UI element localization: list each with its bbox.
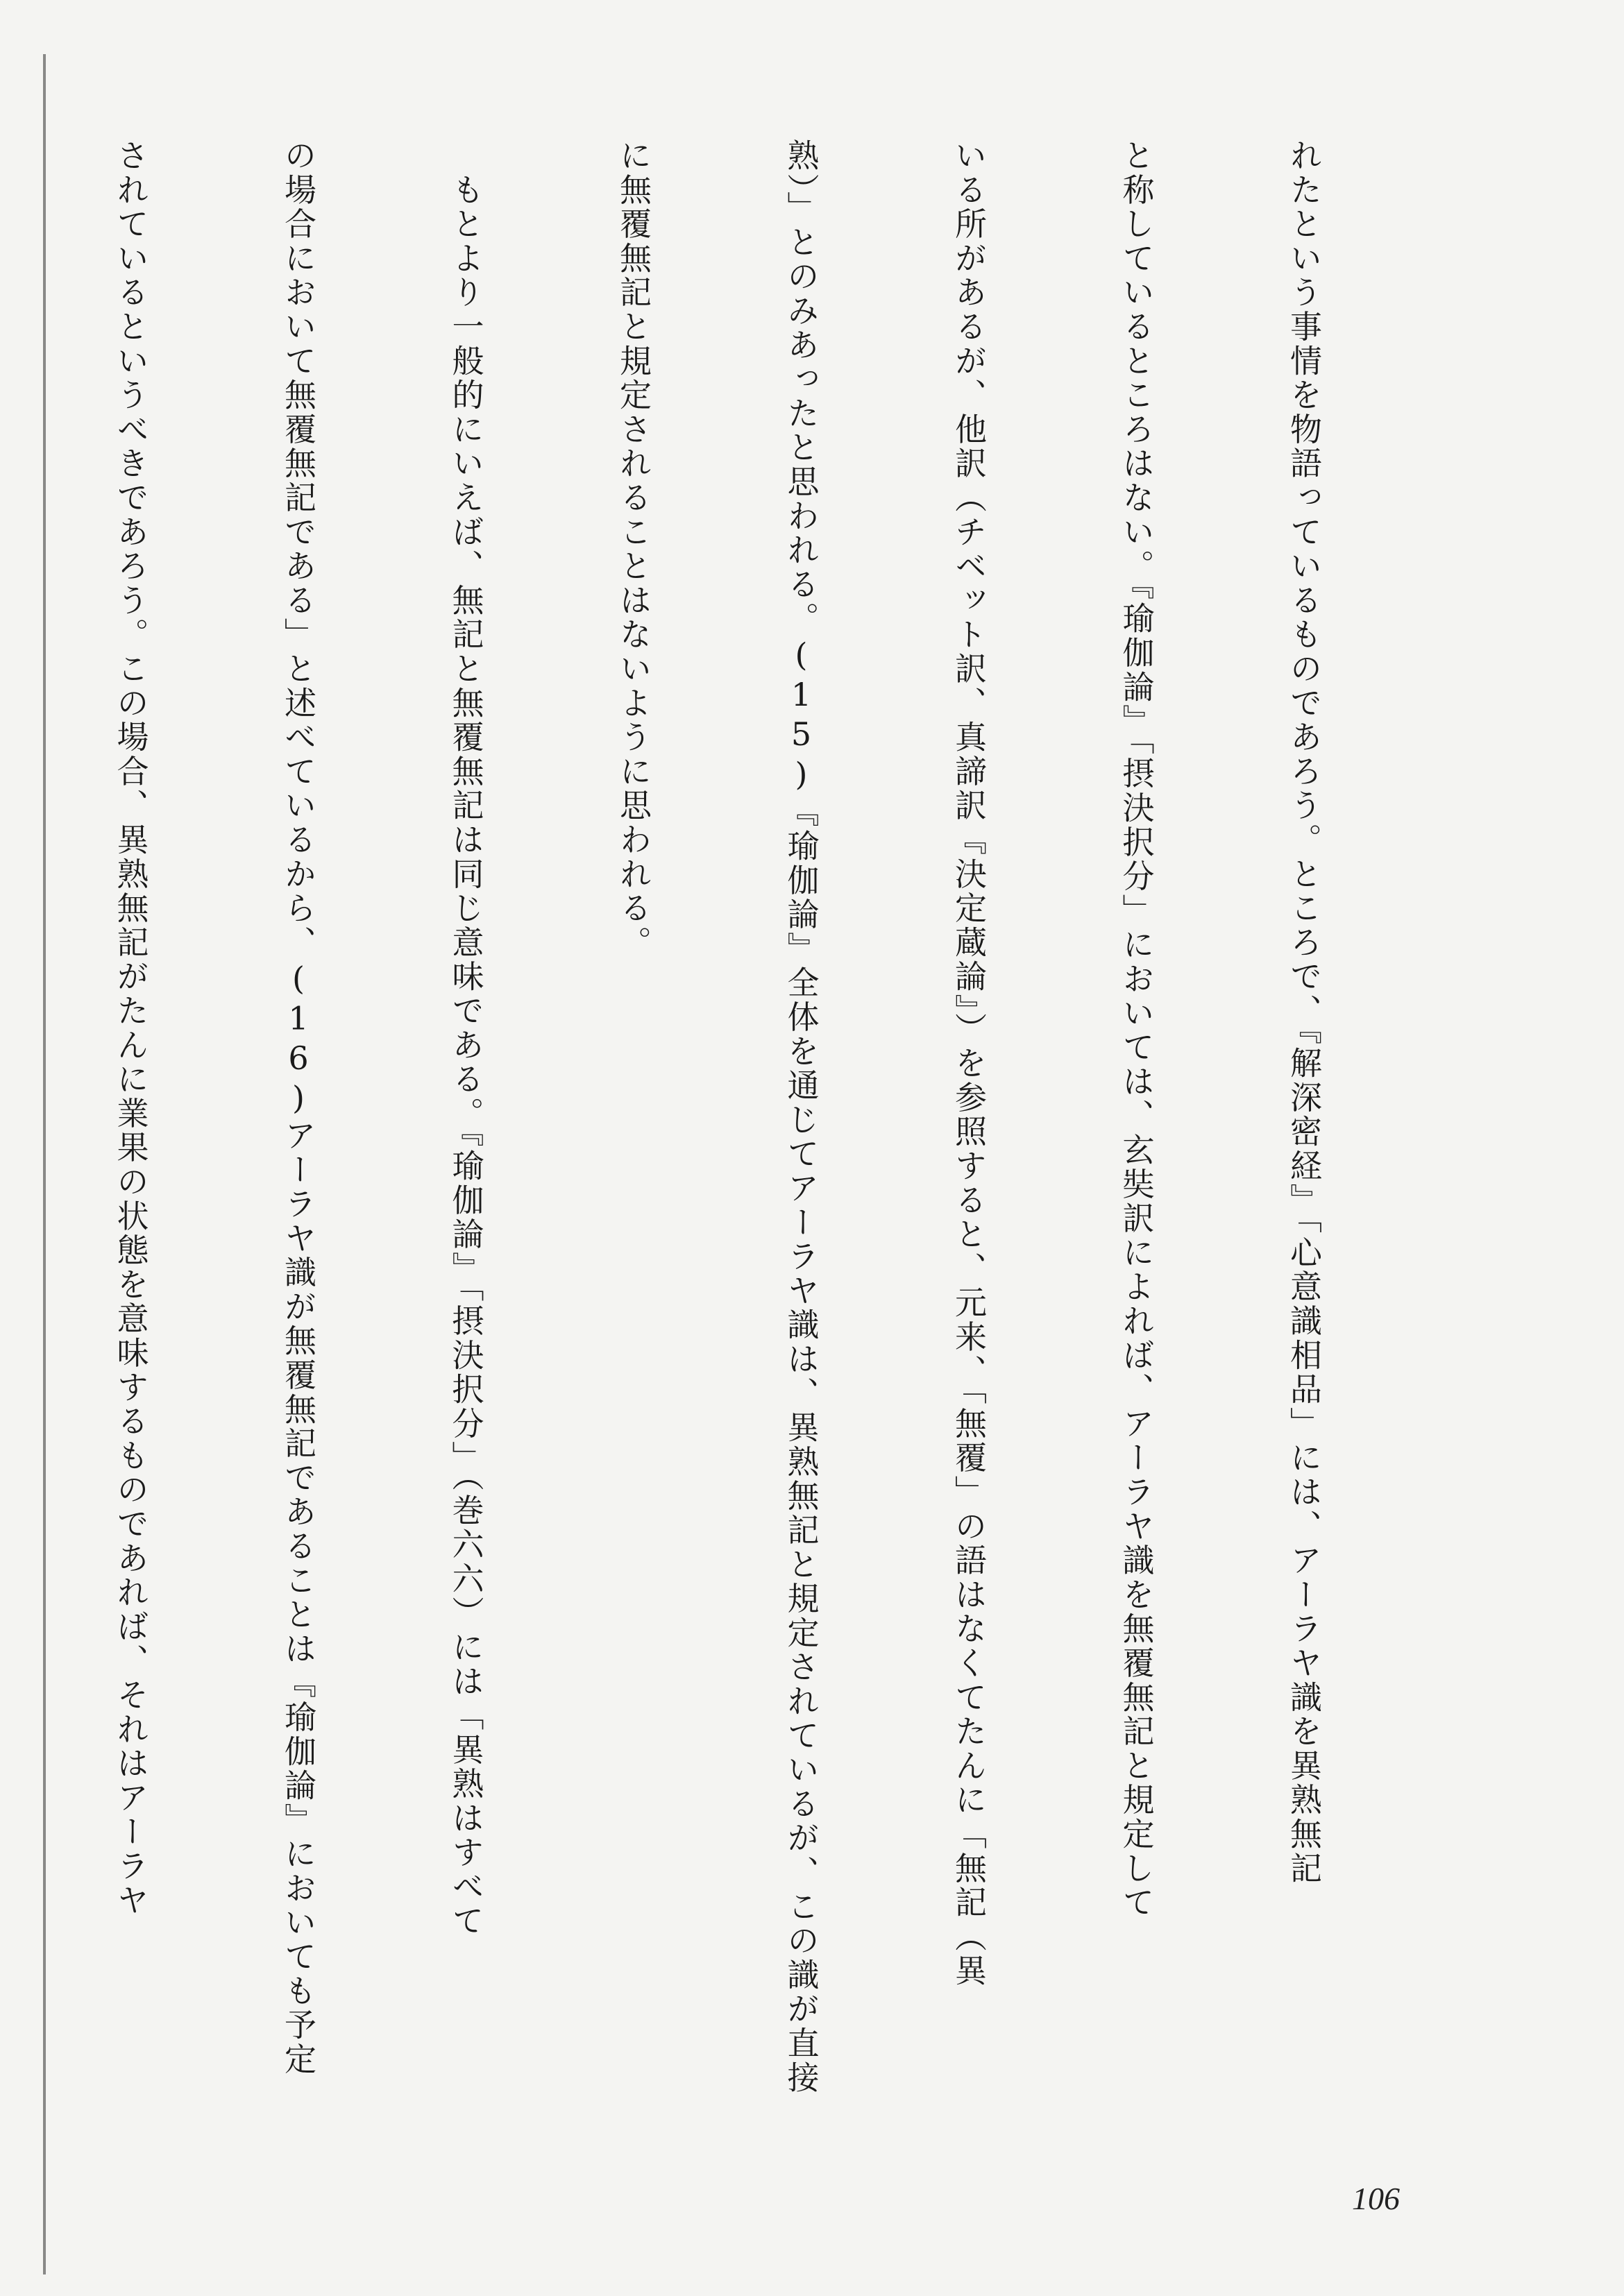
text-line-3: いる所があるが、他訳（チベット訳、真諦訳『決定蔵論』）を参照すると、元来、「無覆」の語はなくてたんに「無記（異 — [950, 139, 988, 1989]
text-line-6: もとより一般的にいえば、無記と無覆無記は同じ意味である。『瑜伽論』「摂決択分」（巻六六）には「異熟はすべて — [447, 139, 485, 1939]
vertical-text-body — [112, 139, 1444, 2151]
text-line-2: と称しているところはない。『瑜伽論』「摂決択分」においては、玄奘訳によれば、アーラヤ識を無覆無記と規定して — [1117, 139, 1156, 1920]
text-line-8: されているというべきであろう。この場合、異熟無記がたんに業果の状態を意味するものであれば、それはアーラヤ — [112, 139, 150, 1918]
text-line-7: の場合において無覆無記である」と述べているから、(16)アーラヤ識が無覆無記であることは『瑜伽論』においても予定 — [280, 139, 317, 2077]
page-number: 106 — [1352, 2181, 1400, 2216]
text-line-4: 熟）」とのみあったと思われる。(15)『瑜伽論』全体を通じてアーラヤ識は、異熟無記と規定されているが、この識が直接 — [782, 139, 820, 2095]
text-line-5: に無覆無記と規定されることはないように思われる。 — [615, 139, 652, 960]
text-line-1: れたという事情を物語っているものであろう。ところで、『解深密経』「心意識相品」には、アーラヤ識を異熟無記 — [1285, 139, 1323, 1886]
